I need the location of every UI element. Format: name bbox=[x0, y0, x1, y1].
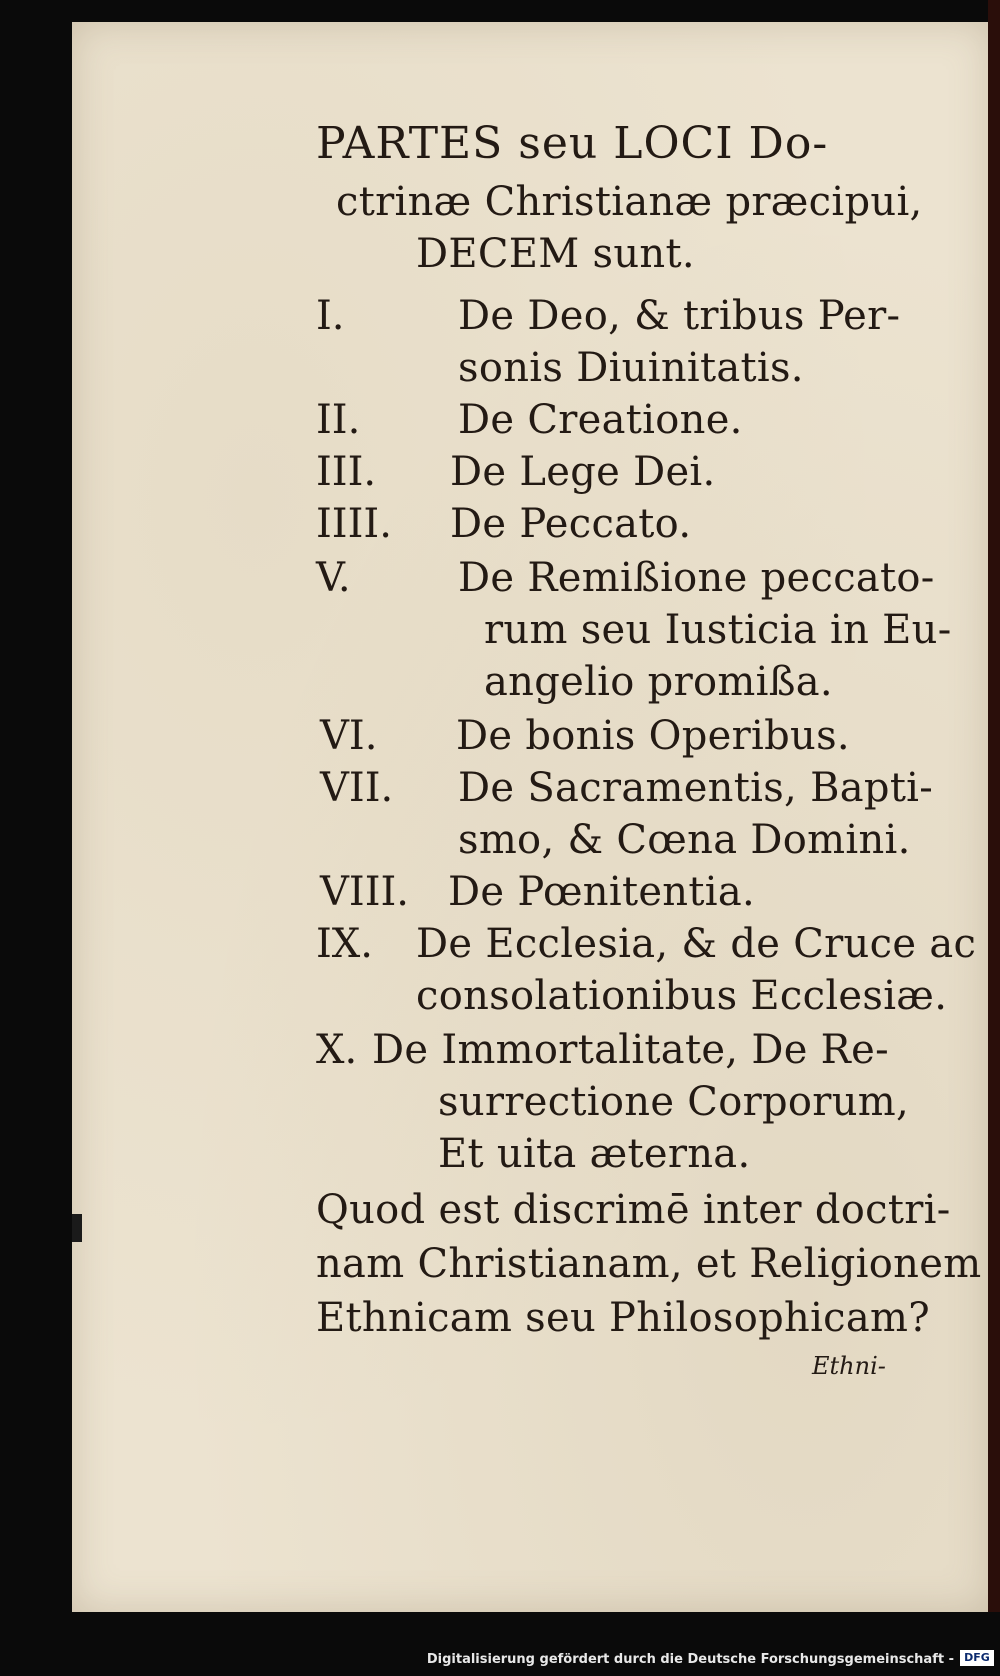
heading-line-3: DECEM sunt. bbox=[416, 231, 695, 277]
item-10-number: X. bbox=[316, 1027, 358, 1073]
item-3-line-1: De Lege Dei. bbox=[450, 449, 716, 495]
item-3-number: III. bbox=[316, 449, 377, 495]
item-10-line-3: Et uita æterna. bbox=[438, 1131, 751, 1177]
item-7-number: VII. bbox=[320, 765, 394, 811]
binding-edge bbox=[988, 0, 1000, 1612]
item-5-number: V. bbox=[316, 555, 351, 601]
dfg-logo: DFG bbox=[960, 1650, 994, 1666]
item-7-line-1: De Sacramentis, Bapti- bbox=[458, 765, 934, 811]
item-8-number: VIII. bbox=[320, 869, 410, 915]
item-9-line-2: consolationibus Ecclesiæ. bbox=[416, 973, 948, 1019]
item-4-line-1: De Peccato. bbox=[450, 501, 692, 547]
footer-credit: Digitalisierung gefördert durch die Deutsche Forschungsgemeinschaft - bbox=[426, 1652, 954, 1667]
page-text bbox=[72, 22, 990, 1612]
question-line-1: Quod est discrimē inter doctri- bbox=[316, 1187, 951, 1233]
item-4-number: IIII. bbox=[316, 501, 392, 547]
heading-line-1: PARTES seu LOCI Do- bbox=[316, 118, 829, 169]
item-9-number: IX. bbox=[316, 921, 373, 967]
item-1-line-2: sonis Diuinitatis. bbox=[458, 345, 804, 391]
item-5-line-2: rum seu Iusticia in Eu- bbox=[484, 607, 952, 653]
book-page bbox=[72, 22, 990, 1612]
item-10-line-1: De Immortalitate, De Re- bbox=[372, 1027, 889, 1073]
item-10-line-2: surrectione Corporum, bbox=[438, 1079, 910, 1125]
item-1-line-1: De Deo, & tribus Per- bbox=[458, 293, 901, 339]
item-9-line-1: De Ecclesia, & de Cruce ac bbox=[416, 921, 977, 967]
question-line-2: nam Christianam, et Religionem bbox=[316, 1241, 982, 1287]
item-1-number: I. bbox=[316, 293, 345, 339]
item-5-line-1: De Remißione peccato- bbox=[458, 555, 935, 601]
item-2-line-1: De Creatione. bbox=[458, 397, 743, 443]
item-2-number: II. bbox=[316, 397, 361, 443]
footer-bar bbox=[0, 1640, 1000, 1676]
item-8-line-1: De Pœnitentia. bbox=[448, 869, 755, 915]
heading-line-2: ctrinæ Christianæ præcipui, bbox=[336, 179, 923, 225]
item-6-number: VI. bbox=[320, 713, 378, 759]
question-line-3: Ethnicam seu Philosophicam? bbox=[316, 1295, 930, 1341]
item-5-line-3: angelio promißa. bbox=[484, 659, 833, 705]
item-7-line-2: smo, & Cœna Domini. bbox=[458, 817, 911, 863]
catchword: Ethni- bbox=[812, 1352, 886, 1380]
item-6-line-1: De bonis Operibus. bbox=[456, 713, 850, 759]
margin-mark bbox=[72, 1214, 82, 1242]
